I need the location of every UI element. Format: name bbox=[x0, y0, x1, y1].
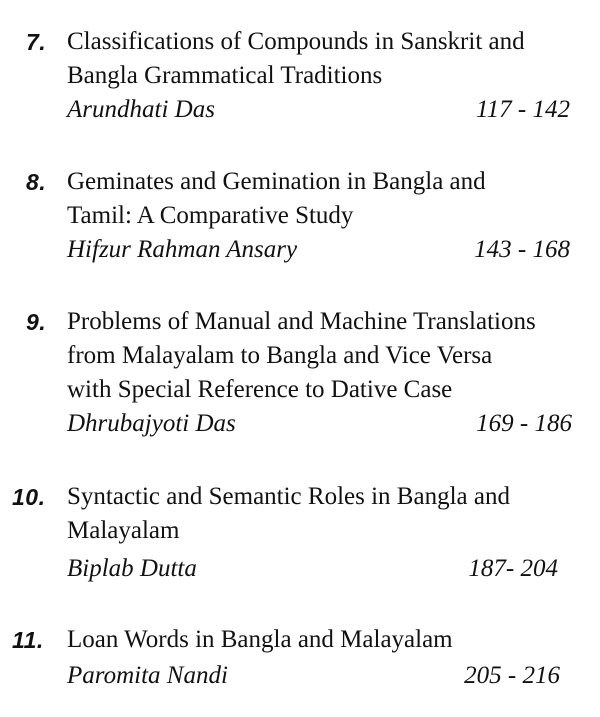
entry-pages: 169 - 186 bbox=[476, 410, 572, 437]
entry-pages: 143 - 168 bbox=[474, 236, 570, 263]
entry-title bbox=[67, 25, 587, 93]
entry-title-line: with Special Reference to Dative Case bbox=[67, 376, 453, 403]
entry-pages: 187- 204 bbox=[468, 555, 558, 582]
entry-author: Arundhati Das bbox=[67, 96, 215, 123]
entry-title bbox=[67, 305, 587, 407]
entry-title-line: Classifications of Compounds in Sanskrit and bbox=[67, 28, 525, 55]
entry-author: Biplab Dutta bbox=[67, 555, 197, 582]
entry-number: 10. bbox=[12, 484, 46, 510]
entry-pages: 205 - 216 bbox=[464, 662, 560, 689]
entry-title-line: Geminates and Gemination in Bangla and bbox=[67, 168, 486, 195]
entry-title-line: Loan Words in Bangla and Malayalam bbox=[67, 626, 453, 653]
entry-title bbox=[67, 623, 587, 657]
entry-title-line: Syntactic and Semantic Roles in Bangla and bbox=[67, 483, 510, 510]
entry-title-line: from Malayalam to Bangla and Vice Versa bbox=[67, 342, 493, 369]
entry-title-line: Malayalam bbox=[67, 517, 180, 544]
entry-author: Dhrubajyoti Das bbox=[67, 410, 236, 437]
entry-title-line: Tamil: A Comparative Study bbox=[67, 202, 354, 229]
entry-title-line: Bangla Grammatical Traditions bbox=[67, 62, 383, 89]
entry-number: 7. bbox=[26, 29, 47, 55]
entry-title bbox=[67, 480, 587, 548]
entry-title bbox=[67, 165, 587, 233]
entry-title-line: Problems of Manual and Machine Translations bbox=[67, 308, 536, 335]
entry-number: 8. bbox=[26, 169, 47, 195]
entry-author: Paromita Nandi bbox=[67, 662, 228, 689]
entry-author: Hifzur Rahman Ansary bbox=[67, 236, 298, 263]
entry-number: 11. bbox=[12, 627, 44, 653]
entry-pages: 117 - 142 bbox=[476, 96, 570, 123]
entry-number: 9. bbox=[26, 309, 47, 335]
